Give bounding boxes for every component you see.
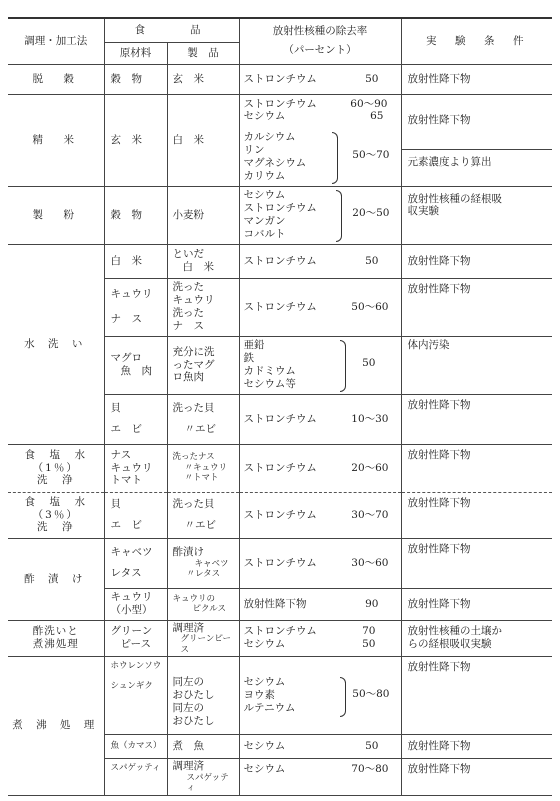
raw-text: 貝 (110, 498, 121, 511)
product-cell (167, 588, 239, 620)
nuclide-name: カリウム (243, 169, 286, 182)
product-text: 充分に洗 (172, 345, 215, 358)
raw-material-cell (104, 394, 167, 444)
nuclide-name: ストロンチウム (243, 625, 317, 638)
product-text: ナ ス (172, 319, 204, 332)
header-method: 調理・加工法 (8, 18, 104, 64)
nuclide-name: 鉄 (243, 352, 254, 365)
method-cell (8, 444, 104, 492)
radionuclide-removal-table (8, 17, 552, 796)
condition-text: 放射性降下物 (402, 112, 553, 150)
method-cell: 脱 穀 (8, 64, 104, 94)
nuclide-cell (239, 336, 401, 394)
method-cell: 製 粉 (8, 186, 104, 244)
condition-cell: 放射性降下物 (401, 735, 552, 759)
raw-material-cell: スパゲッティ (104, 759, 167, 796)
product-cell (167, 492, 239, 538)
product-cell: 玄 米 (167, 64, 239, 94)
condition-cell: 放射性降下物 (401, 759, 552, 796)
product-text: おひたし (172, 714, 215, 727)
raw-material-cell: 玄 米 (104, 94, 167, 186)
raw-material-cell (104, 444, 167, 492)
condition-cell (401, 186, 552, 244)
removal-pct: 30～70 (351, 508, 389, 521)
nuclide-name: ストロンチウム (243, 412, 317, 425)
nuclide-cell (239, 94, 401, 186)
method-text: 食 塩 水 (24, 448, 87, 461)
product-cell (167, 759, 239, 796)
nuclide-cell (239, 538, 401, 588)
condition-cell: 放射性降下物 (401, 444, 552, 492)
nuclide-cell (239, 394, 401, 444)
raw-text: ナス (110, 448, 132, 461)
raw-text: エ ビ (110, 423, 142, 435)
nuclide-cell (239, 444, 401, 492)
raw-material-cell (104, 336, 167, 394)
nuclide-cell (239, 735, 401, 759)
product-cell (167, 538, 239, 588)
raw-material-cell: 穀 物 (104, 64, 167, 94)
raw-text: マグロ (110, 352, 142, 365)
raw-text: グリーン (110, 625, 153, 638)
nuclide-cell (239, 244, 401, 278)
raw-text: キュウリ (110, 461, 153, 474)
raw-material-cell: 魚（カマス） (104, 735, 167, 759)
raw-text: トマト (110, 474, 142, 487)
product-text: ピクルス (192, 604, 226, 614)
table-row (8, 538, 552, 588)
product-text: 〃エビ (184, 423, 216, 435)
header-removal-rate-line2: （パーセント） (283, 44, 357, 57)
table-row (8, 657, 552, 735)
removal-pct: 50 (365, 254, 379, 267)
nuclide-name: ストロンチウム (243, 556, 317, 569)
condition-cell: 放射性降下物 (401, 394, 552, 444)
removal-pct: 50～70 (352, 149, 390, 162)
product-text: 洗った貝 (172, 498, 215, 511)
nuclide-cell (239, 657, 401, 735)
product-cell (167, 244, 239, 278)
nuclide-name: ストロンチウム (243, 508, 317, 521)
condition-cell: 放射性降下物 (401, 588, 552, 620)
raw-text: 魚 肉 (120, 365, 152, 377)
header-conditions: 実 験 条 件 (401, 18, 552, 64)
removal-pct: 20～50 (352, 207, 390, 220)
raw-text: 貝 (110, 402, 121, 415)
product-text: ロ魚肉 (172, 371, 204, 384)
header-removal-rate-line1: 放射性核種の除去率 (272, 25, 368, 38)
product-text: 同左の (172, 702, 204, 715)
product-text: 洗った (172, 281, 204, 294)
method-cell: 水 洗 い (8, 244, 104, 444)
raw-text: ピース (120, 638, 152, 651)
raw-text: キュウリ (110, 288, 153, 301)
table-row (8, 244, 552, 278)
product-text: 〃トマト (184, 473, 219, 484)
nuclide-name: セシウム (243, 676, 286, 689)
method-text: （3％） (32, 508, 79, 521)
raw-material-cell: 穀 物 (104, 186, 167, 244)
method-text: 洗 浄 (37, 474, 75, 487)
nuclide-cell (239, 759, 401, 796)
product-text: ったマグ (172, 358, 215, 371)
removal-pct: 20～60 (351, 461, 389, 474)
product-text: 調理済 (172, 760, 204, 773)
product-text: 洗った貝 (172, 402, 215, 415)
product-text: おひたし (172, 689, 215, 702)
nuclide-name: 放射性降下物 (243, 597, 307, 610)
removal-pct: 50 (362, 638, 376, 651)
table-row (8, 186, 552, 244)
product-text: 〃キュウリ (184, 462, 228, 473)
raw-text: ホウレンソウ (110, 661, 162, 672)
raw-text: レタス (110, 567, 142, 579)
nuclide-name: ストロンチウム (243, 300, 317, 313)
nuclide-cell (239, 278, 401, 336)
condition-text: らの経根吸収実験 (407, 638, 492, 651)
product-cell: 煮 魚 (167, 735, 239, 759)
product-text: 調理済 (172, 621, 204, 634)
raw-material-cell (104, 588, 167, 620)
product-text: 〃レタス (186, 569, 221, 580)
condition-cell: 放射性降下物 (401, 538, 552, 588)
raw-text: （小型） (110, 604, 153, 616)
grouping-brace (340, 677, 346, 717)
product-text: キュウリ (172, 294, 215, 307)
nuclide-name: カルシウム (243, 131, 296, 144)
method-text: （1％） (32, 461, 79, 474)
product-cell (167, 620, 239, 657)
removal-pct: 50 (362, 357, 376, 370)
product-text: キュウリの (172, 593, 216, 604)
product-text: キャベツ (194, 559, 229, 570)
method-cell: 煮 沸 処 理 (8, 657, 104, 796)
condition-text: 収実験 (407, 205, 439, 218)
product-cell (167, 278, 239, 336)
nuclide-name: ヨウ素 (243, 689, 275, 702)
method-text: 洗 浄 (37, 521, 75, 534)
product-text: 洗ったナス (172, 452, 215, 463)
table-row (8, 94, 552, 186)
raw-text: キュウリ (110, 591, 153, 604)
nuclide-name: ストロンチウム (243, 254, 317, 267)
nuclide-name: 亜鉛 (243, 339, 265, 352)
condition-text: 放射性核種の土壌か (407, 625, 502, 638)
nuclide-name: ストロンチウム (243, 202, 317, 215)
nuclide-cell (239, 64, 401, 94)
grouping-brace (332, 132, 338, 184)
raw-text: キャベツ (110, 546, 153, 559)
nuclide-name: ストロンチウム (243, 97, 317, 110)
method-text: 煮沸処理 (32, 638, 79, 651)
method-cell: 精 米 (8, 94, 104, 186)
condition-cell (401, 620, 552, 657)
removal-pct: 30～60 (351, 556, 389, 569)
condition-cell: 放射性降下物 (401, 278, 552, 336)
nuclide-name: ルテニウム (243, 701, 296, 714)
nuclide-name: セシウム (243, 110, 286, 123)
nuclide-name: セシウム等 (243, 377, 296, 390)
method-cell (8, 620, 104, 657)
product-text: 同左の (172, 676, 204, 689)
nuclide-name: ストロンチウム (243, 72, 317, 85)
table-row (8, 620, 552, 657)
table-row (8, 492, 552, 538)
condition-cell (401, 94, 552, 186)
removal-pct: 50～80 (352, 688, 390, 701)
header-removal-rate (239, 18, 401, 64)
nuclide-name: カドミウム (243, 365, 296, 377)
header-food: 食 品 (104, 18, 239, 42)
nuclide-name: セシウム (243, 638, 286, 651)
removal-pct: 65 (370, 110, 384, 123)
nuclide-name: ストロンチウム (243, 461, 317, 474)
product-text: グリーンピース (180, 634, 231, 655)
nuclide-cell (239, 492, 401, 538)
product-text: 酢漬け (172, 546, 204, 559)
raw-text: エ ビ (110, 519, 142, 531)
method-cell: 酢 漬 け (8, 538, 104, 620)
product-cell (167, 444, 239, 492)
product-cell (167, 394, 239, 444)
method-cell (8, 492, 104, 538)
method-text: 酢洗いと (32, 625, 79, 638)
removal-pct: 50 (365, 72, 379, 85)
product-cell: 小麦粉 (167, 186, 239, 244)
grouping-brace (340, 340, 346, 392)
nuclide-name: マンガン (243, 215, 286, 227)
raw-material-cell (104, 538, 167, 588)
nuclide-name: リン (243, 144, 265, 156)
product-text: 〃エビ (184, 519, 216, 531)
removal-pct: 60～90 (350, 97, 388, 110)
nuclide-name: マグネシウム (243, 156, 307, 169)
nuclide-cell (239, 186, 401, 244)
removal-pct: 10～30 (351, 412, 389, 425)
removal-pct: 70～80 (351, 763, 389, 776)
removal-pct: 50 (365, 740, 379, 753)
product-cell (167, 336, 239, 394)
table-row (8, 444, 552, 492)
raw-material-cell (104, 620, 167, 657)
nuclide-name: コバルト (243, 227, 286, 240)
raw-material-cell: 白 米 (104, 244, 167, 278)
condition-cell: 放射性降下物 (401, 492, 552, 538)
condition-cell: 放射性降下物 (401, 244, 552, 278)
condition-cell: 体内汚染 (401, 336, 552, 394)
grouping-brace (336, 190, 342, 242)
product-text: といだ (172, 248, 204, 261)
product-text: スパゲッティ (186, 772, 229, 794)
condition-cell: 放射性降下物 (401, 64, 552, 94)
nuclide-name: セシウム (243, 189, 286, 202)
removal-pct: 90 (365, 597, 379, 610)
method-text: 食 塩 水 (24, 495, 87, 508)
nuclide-cell (239, 620, 401, 657)
raw-material-cell (104, 278, 167, 336)
removal-pct: 50～60 (351, 300, 389, 313)
nuclide-name: セシウム (243, 740, 286, 753)
removal-pct: 70 (362, 625, 376, 638)
document-page (8, 17, 552, 794)
condition-text: 放射性核種の経根吸 (407, 192, 502, 205)
raw-text: シュンギク (110, 681, 153, 692)
nuclide-name: セシウム (243, 763, 286, 776)
nuclide-cell (239, 588, 401, 620)
raw-material-cell (104, 492, 167, 538)
product-text: 白 米 (182, 261, 214, 273)
raw-text: ナ ス (110, 313, 142, 325)
table-row (8, 64, 552, 94)
condition-cell: 放射性降下物 (401, 657, 552, 735)
raw-material-cell (104, 657, 167, 735)
product-cell (167, 657, 239, 735)
condition-text: 元素濃度より算出 (407, 155, 492, 168)
product-text: 洗った (172, 307, 204, 319)
product-cell: 白 米 (167, 94, 239, 186)
header-product: 製 品 (167, 42, 239, 64)
header-raw-material: 原材料 (104, 42, 167, 64)
